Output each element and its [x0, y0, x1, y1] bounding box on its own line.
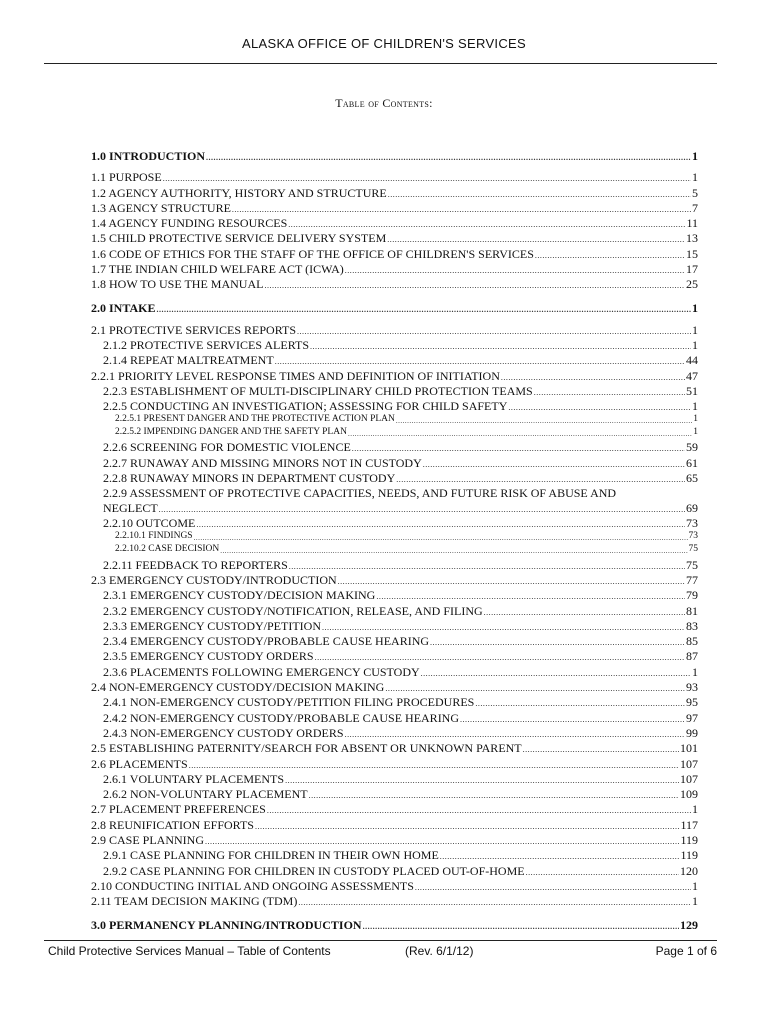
footer-page-indicator: Page 1 of 6 — [655, 944, 717, 958]
page-footer — [48, 944, 717, 958]
toc-entry[interactable] — [91, 486, 698, 516]
table-of-contents — [91, 146, 698, 933]
toc-entry-page: 1 — [692, 894, 698, 909]
toc-entry-label: 2.2.9 ASSESSMENT OF PROTECTIVE CAPACITIES, NEEDS, AND FUTURE RISK OF ABUSE AND — [103, 486, 617, 501]
toc-leader-dots — [534, 387, 685, 399]
toc-entry[interactable] — [91, 664, 698, 679]
toc-entry-page: 15 — [686, 246, 698, 261]
toc-entry[interactable] — [91, 322, 698, 337]
toc-entry-label: 2.7 PLACEMENT PREFERENCES — [91, 802, 266, 817]
toc-entry-page: 1 — [692, 149, 698, 163]
toc-entry[interactable] — [91, 833, 698, 848]
toc-entry-label: 2.3.1 EMERGENCY CUSTODY/DECISION MAKING — [103, 588, 376, 603]
toc-entry-label: 2.2.7 RUNAWAY AND MISSING MINORS NOT IN CUSTODY — [103, 455, 422, 470]
toc-entry-page: 73 — [688, 531, 698, 542]
toc-entry-page: 1 — [692, 399, 698, 414]
toc-entry-page: 11 — [686, 216, 698, 231]
toc-leader-dots — [159, 504, 685, 516]
toc-entry-page: 85 — [686, 634, 698, 649]
toc-entry[interactable] — [91, 246, 698, 261]
toc-chapter-entry[interactable] — [91, 915, 698, 933]
toc-leader-dots — [421, 668, 691, 680]
toc-leader-dots — [220, 545, 687, 557]
toc-entry-label-continued: NEGLECT — [103, 501, 158, 516]
toc-entry-continuation — [103, 501, 698, 516]
toc-entry-label: 2.0 INTAKE — [91, 301, 156, 316]
toc-leader-dots — [460, 714, 685, 726]
toc-entry-page: 75 — [688, 544, 698, 555]
toc-entry[interactable] — [91, 802, 698, 817]
toc-entry-page: 47 — [686, 368, 698, 383]
toc-leader-dots — [523, 744, 679, 756]
toc-entry[interactable] — [91, 277, 698, 292]
toc-leader-dots — [255, 821, 679, 833]
toc-entry-label: 2.4.1 NON-EMERGENCY CUSTODY/PETITION FILING PROCEDURES — [103, 695, 475, 710]
toc-entry[interactable] — [91, 619, 698, 634]
toc-entry-page: 119 — [680, 832, 698, 847]
toc-entry-page: 13 — [686, 231, 698, 246]
toc-leader-dots — [345, 729, 685, 741]
toc-entry-label: 2.1.2 PROTECTIVE SERVICES ALERTS — [103, 337, 309, 352]
toc-entry[interactable] — [91, 368, 698, 383]
toc-entry-label: 2.2.11 FEEDBACK TO REPORTERS — [103, 557, 288, 572]
toc-leader-dots — [387, 234, 685, 246]
toc-entry[interactable] — [91, 634, 698, 649]
toc-entry[interactable] — [91, 710, 698, 725]
toc-entry-label: 2.3 EMERGENCY CUSTODY/INTRODUCTION — [91, 572, 337, 587]
toc-entry-label: 2.4.3 NON-EMERGENCY CUSTODY ORDERS — [103, 725, 344, 740]
toc-entry-label: 2.3.3 EMERGENCY CUSTODY/PETITION — [103, 618, 321, 633]
toc-entry[interactable] — [91, 649, 698, 664]
toc-title: Table of Contents: — [335, 96, 433, 110]
toc-entry-label: 2.6 PLACEMENTS — [91, 756, 188, 771]
toc-entry-page: 75 — [686, 557, 698, 572]
footer-divider — [44, 940, 717, 941]
toc-entry-page: 1 — [692, 802, 698, 817]
toc-leader-dots — [440, 851, 680, 863]
toc-leader-dots — [285, 775, 679, 787]
toc-entry-page: 79 — [686, 588, 698, 603]
toc-entry[interactable] — [91, 231, 698, 246]
toc-entry[interactable] — [91, 894, 698, 909]
toc-leader-dots — [322, 622, 685, 634]
toc-entry-page: 7 — [692, 200, 698, 215]
toc-entry-label: 2.11 TEAM DECISION MAKING (TDM) — [91, 894, 298, 909]
toc-entry[interactable] — [91, 848, 698, 863]
toc-leader-dots — [264, 280, 685, 292]
toc-leader-dots — [535, 250, 685, 262]
toc-entry[interactable] — [91, 879, 698, 894]
toc-entry-label: 2.2.10.2 CASE DECISION — [115, 544, 220, 555]
toc-entry-page: 1 — [692, 170, 698, 185]
toc-entry-page: 1 — [692, 664, 698, 679]
toc-leader-dots — [376, 591, 685, 603]
toc-entry-label: 1.4 AGENCY FUNDING RESOURCES — [91, 216, 288, 231]
toc-leader-dots — [396, 474, 685, 486]
toc-leader-dots — [388, 189, 691, 201]
toc-entry[interactable] — [91, 384, 698, 399]
toc-entry-label: 2.2.3 ESTABLISHMENT OF MULTI-DISCIPLINARY CHILD PROTECTION TEAMS — [103, 383, 533, 398]
toc-entry[interactable] — [91, 262, 698, 277]
toc-entry-label: 1.0 INTRODUCTION — [91, 149, 206, 163]
toc-entry-page: 120 — [680, 863, 698, 878]
toc-entry-page: 65 — [686, 471, 698, 486]
toc-entry-page: 5 — [692, 185, 698, 200]
toc-leader-dots — [194, 532, 688, 544]
toc-entry[interactable] — [91, 557, 698, 572]
toc-leader-dots — [298, 897, 691, 909]
toc-leader-dots — [310, 341, 691, 353]
toc-entry-label: 2.2.6 SCREENING FOR DOMESTIC VIOLENCE — [103, 440, 351, 455]
header-divider — [44, 63, 717, 64]
toc-entry-page: 101 — [680, 741, 698, 756]
toc-entry-page: 1 — [693, 427, 698, 438]
toc-entry-page: 51 — [686, 383, 698, 398]
toc-leader-dots — [232, 204, 691, 216]
toc-entry-label: 2.4.2 NON-EMERGENCY CUSTODY/PROBABLE CAUSE HEARING — [103, 710, 460, 725]
toc-entry-label: 2.4 NON-EMERGENCY CUSTODY/DECISION MAKING — [91, 680, 385, 695]
toc-entry-label: 1.6 CODE OF ETHICS FOR THE STAFF OF THE OFFICE OF CHILDREN'S SERVICES — [91, 246, 534, 261]
toc-leader-dots — [484, 607, 685, 619]
toc-entry[interactable] — [91, 726, 698, 741]
toc-leader-dots — [297, 326, 691, 338]
toc-entry-page: 61 — [686, 455, 698, 470]
toc-entry[interactable] — [91, 588, 698, 603]
toc-entry-label: 1.5 CHILD PROTECTIVE SERVICE DELIVERY SYSTEM — [91, 231, 387, 246]
toc-leader-dots — [348, 428, 692, 440]
toc-leader-dots — [363, 921, 679, 933]
toc-entry[interactable] — [91, 216, 698, 231]
toc-entry[interactable] — [91, 817, 698, 832]
toc-entry[interactable] — [91, 741, 698, 756]
footer-manual-name: Child Protective Services Manual – Table of Contents — [48, 944, 331, 958]
toc-entry[interactable] — [91, 201, 698, 216]
toc-entry-label: 2.8 REUNIFICATION EFFORTS — [91, 817, 254, 832]
toc-leader-dots — [206, 152, 691, 164]
toc-leader-dots — [338, 576, 685, 588]
toc-entry[interactable] — [91, 756, 698, 771]
toc-leader-dots — [508, 402, 691, 414]
toc-entry-page: 77 — [686, 572, 698, 587]
toc-leader-dots — [415, 882, 691, 894]
toc-entry-label: 2.1.4 REPEAT MALTREATMENT — [103, 353, 274, 368]
toc-entry-label: 2.9.2 CASE PLANNING FOR CHILDREN IN CUSTODY PLACED OUT-OF-HOME — [103, 863, 525, 878]
toc-entry-label: 2.2.5 CONDUCTING AN INVESTIGATION; ASSESSING FOR CHILD SAFETY — [103, 399, 508, 414]
toc-entry-label: 2.2.8 RUNAWAY MINORS IN DEPARTMENT CUSTODY — [103, 471, 396, 486]
toc-entry[interactable] — [91, 573, 698, 588]
toc-entry-label: 2.3.6 PLACEMENTS FOLLOWING EMERGENCY CUSTODY — [103, 664, 420, 679]
toc-entry-page: 95 — [686, 695, 698, 710]
toc-entry-page: 1 — [692, 337, 698, 352]
toc-entry-page: 119 — [680, 848, 698, 863]
toc-entry[interactable] — [91, 603, 698, 618]
toc-leader-dots — [475, 698, 685, 710]
toc-leader-dots — [163, 173, 691, 185]
toc-leader-dots — [196, 519, 685, 531]
toc-entry-page: 1 — [692, 878, 698, 893]
toc-entry-label: 2.6.2 NON-VOLUNTARY PLACEMENT — [103, 787, 308, 802]
toc-entry[interactable] — [91, 544, 698, 557]
toc-chapter-entry[interactable] — [91, 146, 698, 164]
toc-entry-page: 59 — [686, 440, 698, 455]
toc-leader-dots — [267, 805, 691, 817]
toc-entry-page: 129 — [680, 918, 698, 933]
toc-leader-dots — [156, 304, 691, 316]
toc-entry[interactable] — [91, 170, 698, 185]
toc-entry-page: 97 — [686, 710, 698, 725]
toc-entry[interactable] — [91, 695, 698, 710]
toc-entry-page: 25 — [686, 277, 698, 292]
toc-entry[interactable] — [91, 455, 698, 470]
toc-leader-dots — [396, 415, 692, 427]
toc-entry-page: 107 — [680, 771, 698, 786]
toc-entry-label: 1.2 AGENCY AUTHORITY, HISTORY AND STRUCTURE — [91, 185, 387, 200]
toc-entry[interactable] — [91, 427, 698, 440]
page-header: ALASKA OFFICE OF CHILDREN'S SERVICES — [242, 36, 526, 51]
toc-entry-page: 109 — [680, 787, 698, 802]
toc-leader-dots — [309, 790, 679, 802]
toc-entry-label: 2.3.4 EMERGENCY CUSTODY/PROBABLE CAUSE HEARING — [103, 634, 430, 649]
toc-entry[interactable] — [91, 185, 698, 200]
toc-leader-dots — [352, 443, 685, 455]
toc-leader-dots — [315, 652, 685, 664]
toc-entry-label: 2.10 CONDUCTING INITIAL AND ONGOING ASSESSMENTS — [91, 878, 414, 893]
toc-entry-label: 2.2.10.1 FINDINGS — [115, 531, 193, 542]
toc-entry-label: 3.0 PERMANENCY PLANNING/INTRODUCTION — [91, 918, 362, 933]
toc-entry[interactable] — [91, 772, 698, 787]
toc-entry-page: 1 — [692, 322, 698, 337]
toc-entry[interactable] — [91, 440, 698, 455]
toc-entry-page: 99 — [686, 725, 698, 740]
toc-entry-page: 83 — [686, 618, 698, 633]
toc-entry-label: 2.5 ESTABLISHING PATERNITY/SEARCH FOR ABSENT OR UNKNOWN PARENT — [91, 741, 522, 756]
toc-entry-page: 73 — [686, 516, 698, 531]
toc-entry-page: 117 — [680, 817, 698, 832]
footer-revision: (Rev. 6/1/12) — [405, 944, 474, 958]
toc-entry-label: 2.6.1 VOLUNTARY PLACEMENTS — [103, 771, 285, 786]
toc-chapter-entry[interactable] — [91, 298, 698, 316]
toc-entry-page: 17 — [686, 262, 698, 277]
toc-leader-dots — [345, 265, 685, 277]
toc-leader-dots — [501, 372, 685, 384]
toc-leader-dots — [205, 836, 679, 848]
toc-leader-dots — [189, 760, 679, 772]
toc-leader-dots — [430, 637, 685, 649]
toc-entry-label: 1.3 AGENCY STRUCTURE — [91, 200, 231, 215]
toc-entry-page: 1 — [693, 414, 698, 425]
toc-entry[interactable] — [91, 863, 698, 878]
toc-leader-dots — [423, 459, 685, 471]
toc-leader-dots — [288, 219, 685, 231]
toc-entry-page: 1 — [692, 301, 698, 316]
toc-entry-label: 1.1 PURPOSE — [91, 170, 162, 185]
toc-entry-label: 2.9.1 CASE PLANNING FOR CHILDREN IN THEIR OWN HOME — [103, 848, 439, 863]
toc-entry-label: 2.1 PROTECTIVE SERVICES REPORTS — [91, 322, 297, 337]
toc-entry-label: 2.2.5.1 PRESENT DANGER AND THE PROTECTIVE ACTION PLAN — [115, 414, 395, 425]
toc-leader-dots — [289, 561, 685, 573]
toc-entry[interactable] — [91, 680, 698, 695]
toc-entry[interactable] — [91, 787, 698, 802]
toc-entry-page: 69 — [686, 501, 698, 516]
toc-entry-page: 87 — [686, 649, 698, 664]
toc-entry-label: 2.2.5.2 IMPENDING DANGER AND THE SAFETY PLAN — [115, 427, 347, 438]
toc-entry-label: 2.2.1 PRIORITY LEVEL RESPONSE TIMES AND DEFINITION OF INITIATION — [91, 368, 500, 383]
toc-entry-label: 2.2.10 OUTCOME — [103, 516, 196, 531]
toc-leader-dots — [526, 867, 679, 879]
toc-entry-page: 107 — [680, 756, 698, 771]
toc-leader-dots — [275, 356, 685, 368]
toc-entry-label: 2.3.2 EMERGENCY CUSTODY/NOTIFICATION, RELEASE, AND FILING — [103, 603, 483, 618]
toc-entry[interactable] — [91, 353, 698, 368]
toc-entry-page: 81 — [686, 603, 698, 618]
toc-entry-label: 2.9 CASE PLANNING — [91, 832, 205, 847]
toc-entry-label: 1.8 HOW TO USE THE MANUAL — [91, 277, 264, 292]
toc-entry-page: 93 — [686, 680, 698, 695]
toc-entry-label: 2.3.5 EMERGENCY CUSTODY ORDERS — [103, 649, 314, 664]
toc-entry-label: 1.7 THE INDIAN CHILD WELFARE ACT (ICWA) — [91, 262, 344, 277]
toc-entry[interactable] — [91, 338, 698, 353]
toc-entry[interactable] — [91, 471, 698, 486]
toc-entry-page: 44 — [686, 353, 698, 368]
toc-leader-dots — [385, 683, 685, 695]
